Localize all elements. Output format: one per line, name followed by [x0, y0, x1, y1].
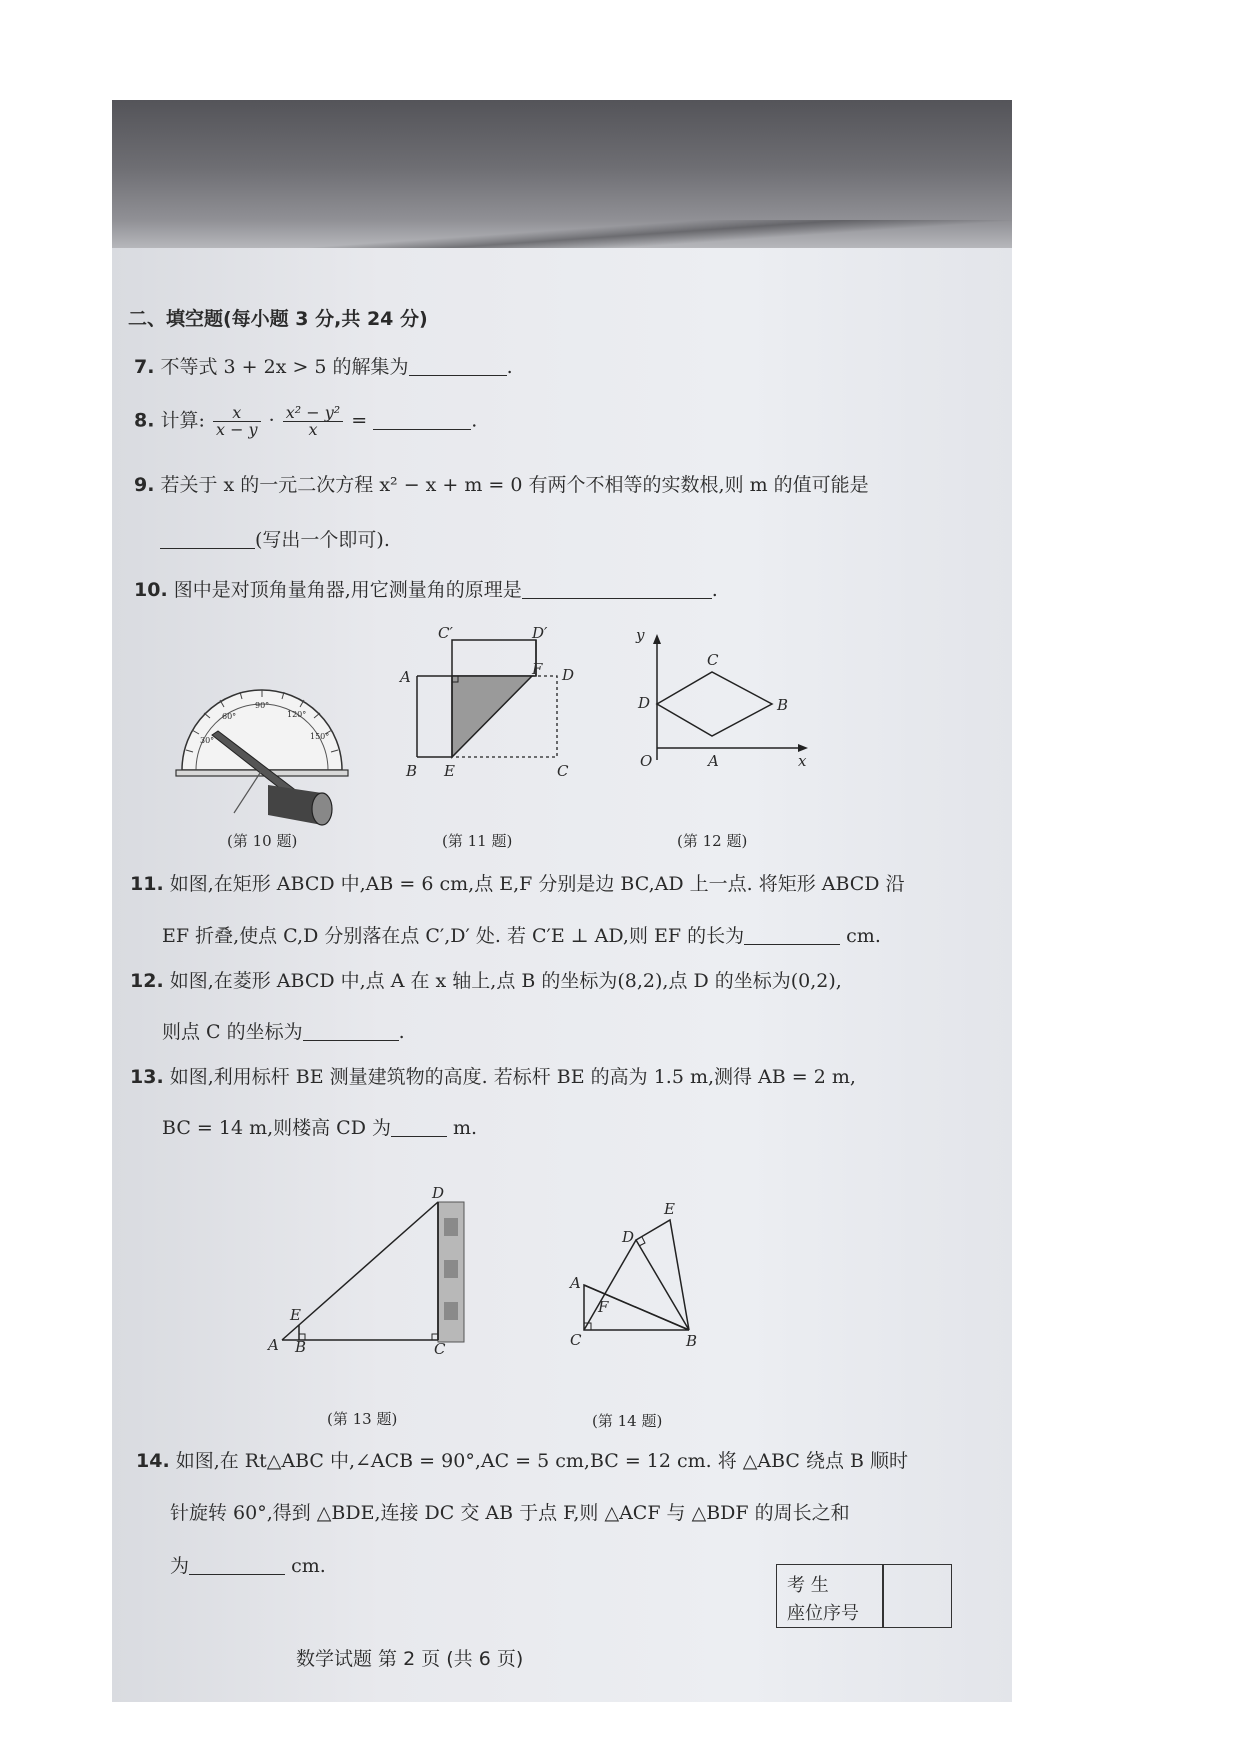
label-E: E	[444, 762, 455, 780]
photo-frame	[112, 100, 1012, 1702]
seat-number-box	[776, 1564, 952, 1628]
question-14-line2	[170, 1504, 850, 1523]
question-number: 9.	[134, 474, 155, 496]
caption-fig12: (第 12 题)	[677, 832, 748, 850]
question-9	[134, 476, 869, 495]
question-number: 14.	[136, 1450, 170, 1472]
question-11-line2	[162, 926, 881, 946]
answer-blank[interactable]	[522, 580, 712, 599]
label-D: D	[562, 666, 575, 684]
question-14	[136, 1452, 908, 1471]
numerator: x	[213, 405, 261, 422]
question-text: 则点 C 的坐标为	[162, 1021, 303, 1043]
question-text: 图中是对顶角量角器,用它测量角的原理是	[173, 579, 522, 601]
label-F: F	[532, 660, 543, 678]
figure-11-fold	[392, 624, 582, 830]
fraction-1	[213, 405, 261, 438]
label-E: E	[290, 1306, 301, 1324]
seat-label-2: 座位序号	[787, 1603, 859, 1624]
question-8	[134, 405, 477, 438]
figure-13-building	[262, 1184, 492, 1360]
denominator: x − y	[215, 420, 258, 439]
question-7	[134, 357, 513, 377]
answer-blank[interactable]	[391, 1118, 447, 1137]
label-B: B	[686, 1332, 698, 1350]
question-text: BC = 14 m,则楼高 CD 为	[162, 1117, 391, 1139]
label-B: B	[406, 762, 418, 780]
unit: cm.	[291, 1555, 326, 1577]
label-y: y	[636, 626, 645, 644]
question-end: .	[506, 356, 513, 378]
fraction-2	[283, 405, 343, 438]
label-A: A	[570, 1274, 581, 1292]
question-number: 8.	[134, 409, 155, 432]
answer-blank[interactable]	[160, 530, 255, 549]
question-number: 12.	[130, 970, 164, 992]
answer-blank[interactable]	[744, 926, 840, 945]
answer-blank[interactable]	[189, 1556, 285, 1575]
label-B: B	[295, 1338, 307, 1356]
label-C1: C′	[438, 624, 453, 642]
caption-fig11: (第 11 题)	[442, 832, 513, 850]
section-title: 二、填空题(每小题 3 分,共 24 分)	[128, 308, 428, 330]
question-14-line3	[170, 1556, 326, 1576]
unit: m.	[453, 1117, 478, 1139]
figure-10-protractor	[172, 675, 352, 825]
figure-12-rhombus	[622, 626, 812, 830]
multiply-dot: ·	[268, 409, 275, 432]
question-end: .	[471, 409, 478, 432]
label-A: A	[268, 1336, 279, 1354]
caption-fig14: (第 14 题)	[592, 1412, 663, 1430]
question-text: EF 折叠,使点 C,D 分别落在点 C′,D′ 处. 若 C′E ⊥ AD,则 EF 的长为	[162, 925, 745, 947]
seat-label-1: 考 生	[787, 1575, 829, 1596]
label-D: D	[622, 1228, 635, 1246]
label-E: E	[664, 1200, 675, 1218]
question-text: 针旋转 60°,得到 △BDE,连接 DC 交 AB 于点 F,则 △ACF 与 △BDF 的周长之和	[170, 1502, 850, 1524]
question-12	[130, 972, 842, 991]
question-number: 7.	[134, 356, 155, 378]
question-11	[130, 875, 905, 894]
figure-14-rotation	[562, 1180, 742, 1360]
question-text: 不等式 3 + 2x > 5 的解集为	[160, 356, 409, 378]
tick-90: 90°	[255, 701, 270, 710]
label-B: B	[777, 696, 789, 714]
label-A: A	[708, 752, 719, 770]
question-text: 计算:	[160, 409, 205, 432]
label-C: C	[557, 762, 569, 780]
question-text: (写出一个即可).	[255, 529, 390, 551]
question-text: 如图,在菱形 ABCD 中,点 A 在 x 轴上,点 B 的坐标为(8,2),点 D 的坐标为(0,2),	[169, 970, 842, 992]
tick-60: 60°	[222, 712, 237, 721]
question-number: 13.	[130, 1066, 164, 1088]
tick-120: 120°	[287, 710, 307, 719]
label-D: D	[638, 694, 651, 712]
question-10	[134, 580, 718, 600]
answer-blank[interactable]	[409, 357, 507, 376]
numerator: x² − y²	[283, 405, 343, 422]
question-number: 11.	[130, 873, 164, 895]
question-13	[130, 1068, 856, 1087]
question-text: 如图,在 Rt△ABC 中,∠ACB = 90°,AC = 5 cm,BC = 12 cm. 将 △ABC 绕点 B 顺时	[175, 1450, 909, 1472]
equals-sign: =	[351, 409, 368, 432]
caption-fig13: (第 13 题)	[327, 1410, 398, 1428]
unit: cm.	[846, 925, 881, 947]
label-C: C	[434, 1340, 446, 1358]
caption-fig10: (第 10 题)	[227, 832, 298, 850]
question-13-line2	[162, 1118, 477, 1138]
label-C: C	[570, 1331, 582, 1349]
label-D1: D′	[532, 624, 548, 642]
question-text: 若关于 x 的一元二次方程 x² − x + m = 0 有两个不相等的实数根,则 m 的值可能是	[160, 474, 869, 496]
denominator: x	[308, 420, 318, 439]
question-text: 如图,在矩形 ABCD 中,AB = 6 cm,点 E,F 分别是边 BC,AD 上一点. 将矩形 ABCD 沿	[169, 873, 905, 895]
question-end: .	[711, 579, 718, 601]
tick-150: 150°	[310, 732, 330, 741]
question-9-line2	[160, 530, 390, 550]
label-F: F	[598, 1298, 609, 1316]
label-C: C	[707, 651, 719, 669]
question-end: .	[398, 1021, 405, 1043]
question-text: 为	[170, 1555, 190, 1577]
question-12-line2	[162, 1022, 405, 1042]
label-O: O	[640, 752, 653, 770]
label-D: D	[432, 1184, 445, 1202]
label-x: x	[798, 752, 807, 770]
question-number: 10.	[134, 579, 168, 601]
seat-divider	[882, 1565, 884, 1627]
page-footer: 数学试题 第 2 页 (共 6 页)	[296, 1648, 524, 1670]
label-A: A	[400, 668, 411, 686]
answer-blank[interactable]	[303, 1022, 399, 1041]
answer-blank[interactable]	[373, 411, 471, 430]
tick-30: 30°	[200, 736, 215, 745]
question-text: 如图,利用标杆 BE 测量建筑物的高度. 若标杆 BE 的高为 1.5 m,测得 AB = 2 m,	[169, 1066, 856, 1088]
